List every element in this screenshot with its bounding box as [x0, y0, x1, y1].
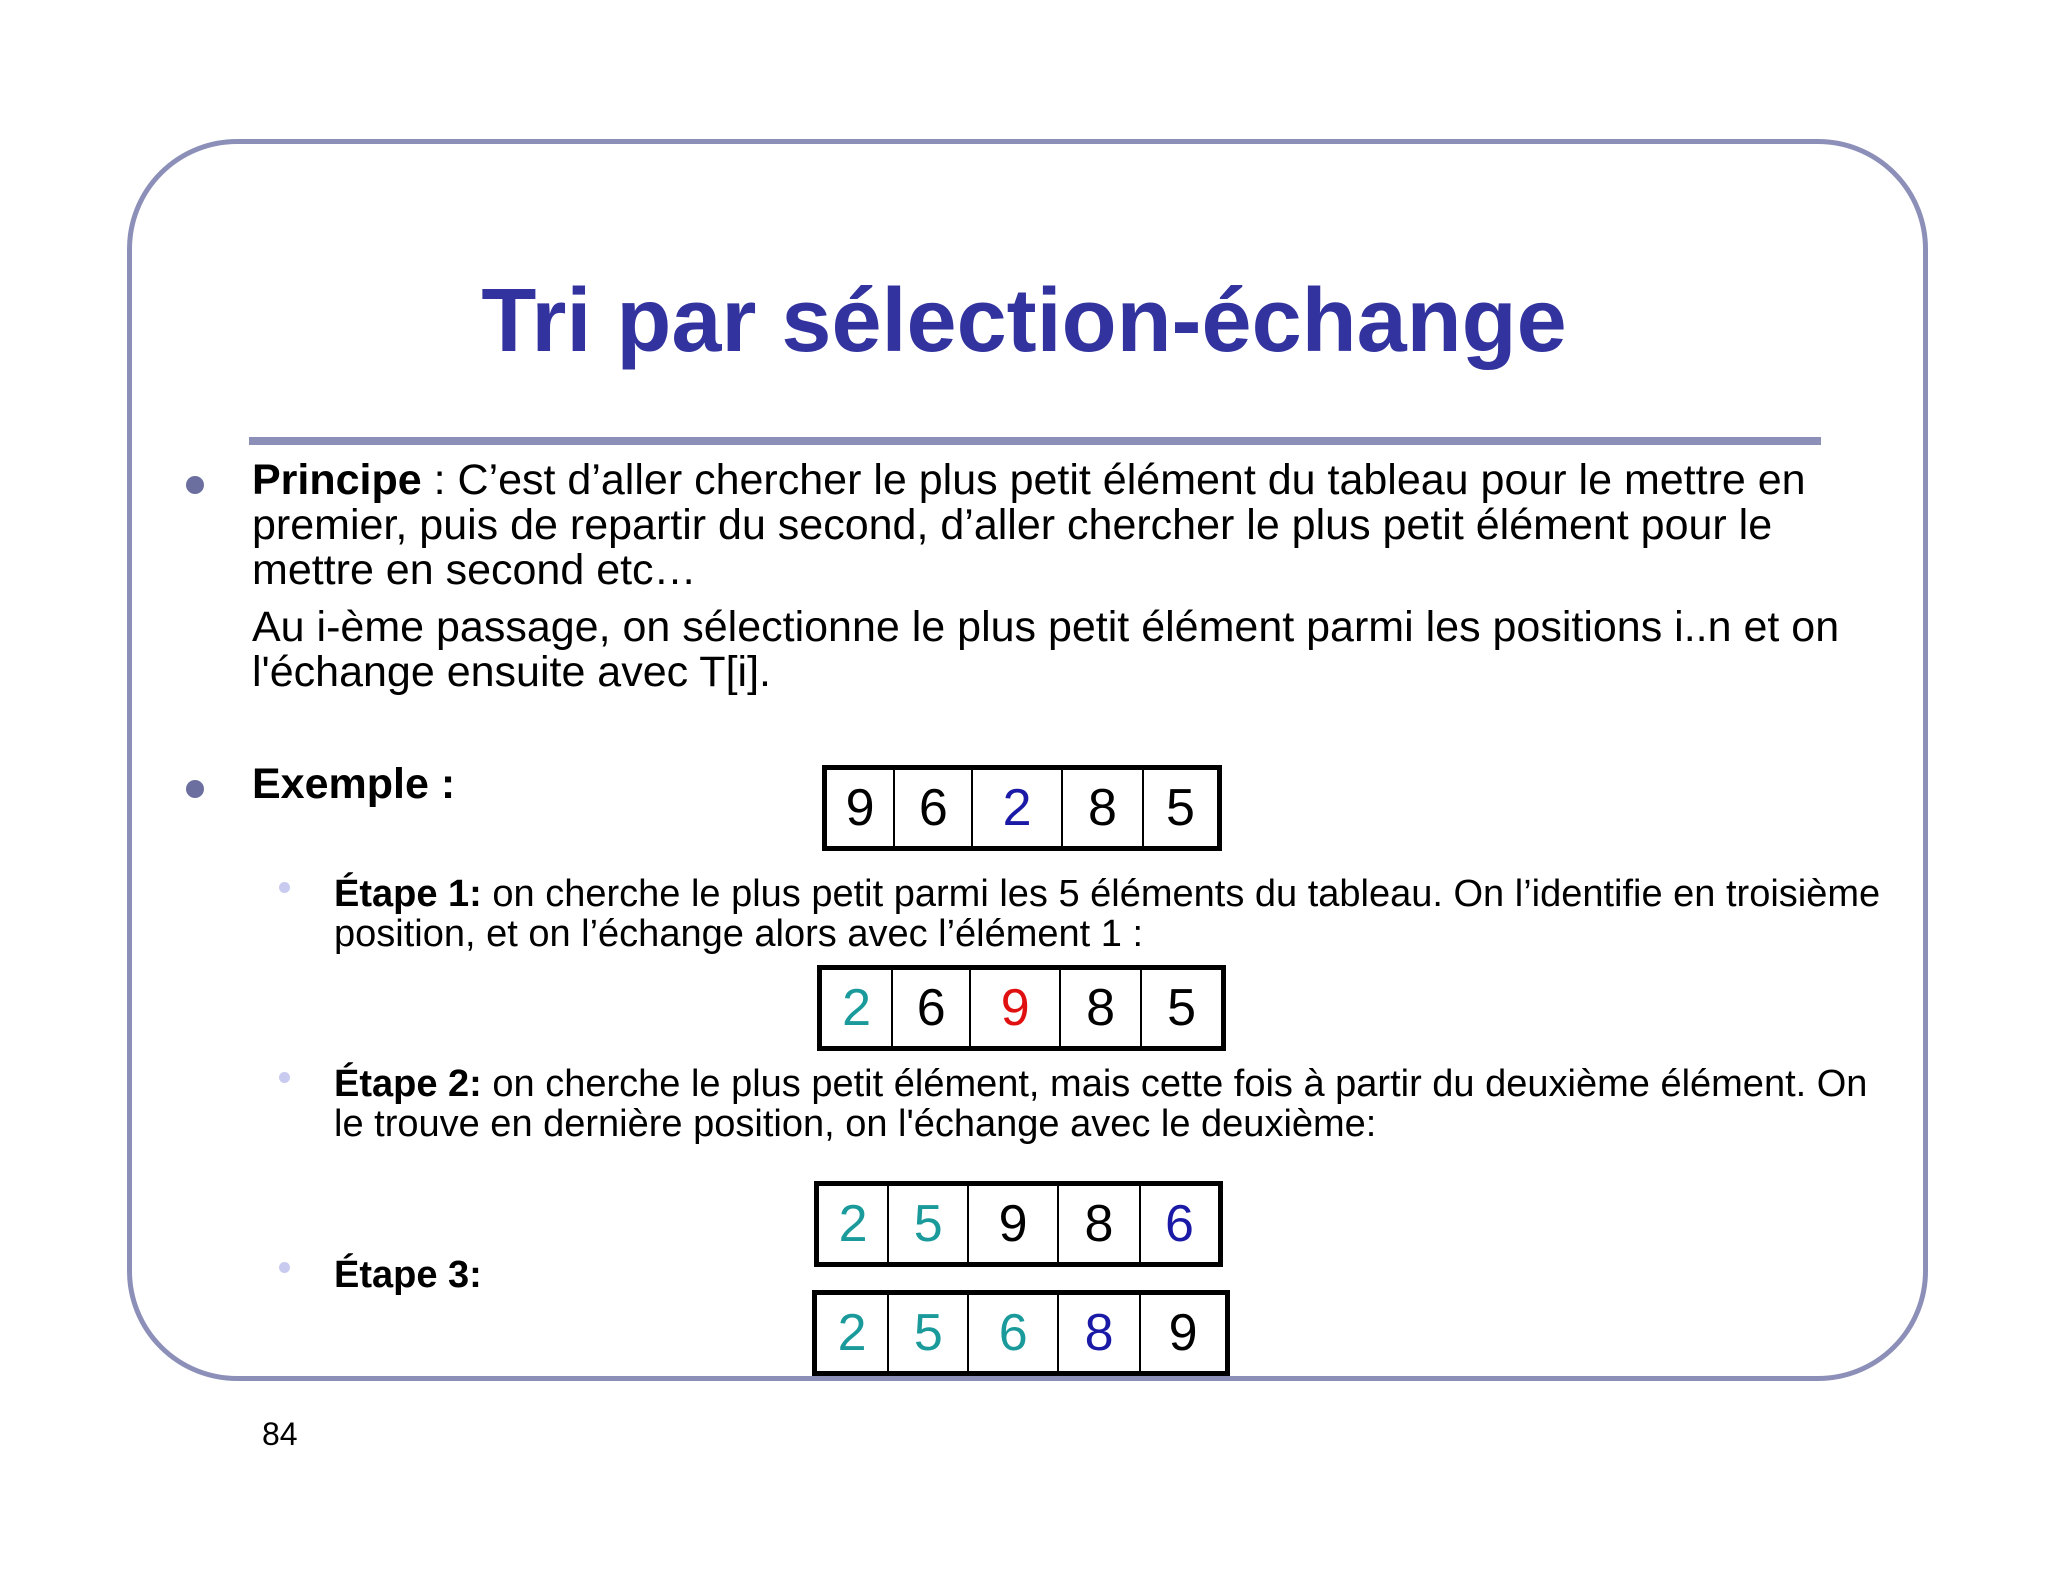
array-cell: 2	[822, 970, 893, 1046]
array-cell: 5	[889, 1295, 969, 1371]
array-cell: 6	[1165, 1195, 1194, 1253]
step-label: Étape 1:	[334, 873, 482, 915]
array-step-1	[817, 965, 1226, 1051]
step-text: on cherche le plus petit parmi les 5 éléments du tableau. On l’identifie en troisième position, et on l’échange alors avec l’élément 1 :	[334, 873, 1881, 955]
array-cell: 9	[969, 1186, 1059, 1262]
array-cell: 6	[895, 770, 973, 846]
step-label: Étape 3:	[334, 1254, 482, 1296]
principe-text-2: Au i-ème passage, on sélectionne le plus petit élément parmi les positions i..n et on l'échange ensuite avec T[i].	[252, 603, 1840, 696]
page-number: 84	[262, 1416, 298, 1452]
array-cell: 8	[1059, 1295, 1141, 1371]
array-cell: 8	[1061, 970, 1142, 1046]
step-1	[334, 874, 1894, 954]
array-cell: 9	[827, 770, 895, 846]
step-text: on cherche le plus petit élément, mais cette fois à partir du deuxième élément. On le trouve en dernière position, on l'échange avec le deuxième:	[334, 1063, 1868, 1145]
principe-text: : C’est d’aller chercher le plus petit élément du tableau pour le mettre en premier, puis de repartir du second, d’aller chercher le plus petit élément pour le mettre en second etc…	[252, 456, 1806, 594]
array-initial	[822, 765, 1222, 851]
exemple-label: Exemple :	[252, 760, 456, 808]
array-cell: 8	[1063, 770, 1144, 846]
array-cell: 8	[1059, 1186, 1141, 1262]
slide-title: Tri par sélection-échange	[481, 271, 1567, 371]
sub-bullet-icon	[279, 882, 290, 893]
array-cell: 9	[1168, 1304, 1198, 1362]
principe-label: Principe	[252, 456, 422, 504]
array-cell: 2	[817, 1295, 889, 1371]
array-cell: 5	[889, 1186, 969, 1262]
array-cell: 6	[969, 1295, 1059, 1371]
bullet-dot-icon	[186, 780, 204, 798]
principe-paragraph	[252, 458, 1892, 695]
array-cell: 6	[893, 970, 971, 1046]
title-divider	[249, 437, 1821, 445]
array-cell: 2	[819, 1186, 889, 1262]
array-cell: 5	[1167, 979, 1196, 1037]
step-label: Étape 2:	[334, 1063, 482, 1105]
array-cell: 2	[973, 770, 1063, 846]
array-cell: 5	[1166, 779, 1195, 837]
array-step-3	[812, 1290, 1230, 1376]
array-step-2	[814, 1181, 1223, 1267]
bullet-dot-icon	[186, 476, 204, 494]
sub-bullet-icon	[279, 1262, 290, 1273]
sub-bullet-icon	[279, 1072, 290, 1083]
step-2	[334, 1064, 1894, 1144]
array-cell: 9	[971, 970, 1061, 1046]
